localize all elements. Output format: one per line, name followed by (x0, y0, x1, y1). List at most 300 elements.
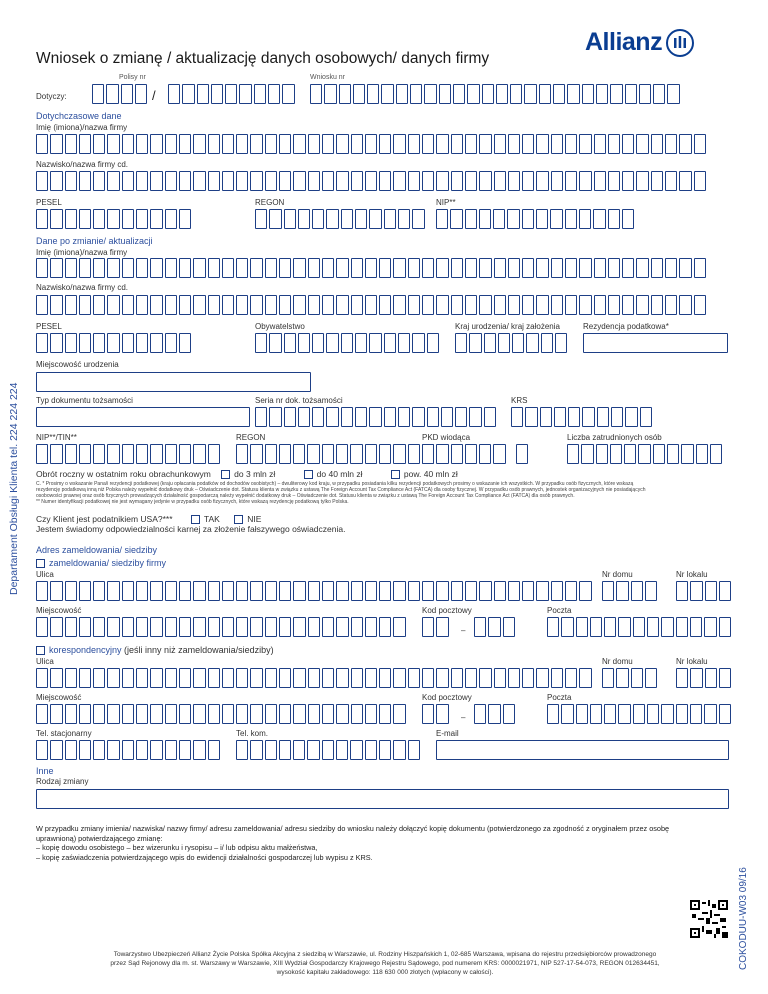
char-box[interactable] (636, 295, 648, 315)
char-box[interactable] (265, 668, 277, 688)
char-box[interactable] (379, 581, 391, 601)
char-box[interactable] (208, 134, 220, 154)
char-box[interactable] (293, 740, 305, 760)
char-box[interactable] (719, 617, 731, 637)
char-box[interactable] (365, 581, 377, 601)
flat-number-field-2[interactable] (676, 668, 733, 688)
char-box[interactable] (322, 258, 334, 278)
char-box[interactable] (522, 295, 534, 315)
char-box[interactable] (165, 704, 177, 724)
char-box[interactable] (150, 740, 162, 760)
postcode-prefix-field[interactable] (422, 617, 451, 637)
char-box[interactable] (479, 258, 491, 278)
char-box[interactable] (107, 209, 119, 229)
char-box[interactable] (379, 668, 391, 688)
house-number-field[interactable] (602, 581, 659, 601)
char-box[interactable] (250, 171, 262, 191)
char-box[interactable] (408, 581, 420, 601)
char-box[interactable] (494, 295, 506, 315)
char-box[interactable] (79, 333, 91, 353)
char-box[interactable] (250, 581, 262, 601)
char-box[interactable] (293, 444, 305, 464)
char-box[interactable] (179, 704, 191, 724)
char-box[interactable] (250, 295, 262, 315)
char-box[interactable] (65, 581, 77, 601)
char-box[interactable] (165, 171, 177, 191)
turnover-over40m[interactable]: pow. 40 mln zł (391, 469, 458, 479)
char-box[interactable] (265, 581, 277, 601)
char-box[interactable] (208, 171, 220, 191)
char-box[interactable] (36, 740, 48, 760)
char-box[interactable] (293, 171, 305, 191)
char-box[interactable] (265, 444, 277, 464)
char-box[interactable] (279, 295, 291, 315)
char-box[interactable] (427, 407, 439, 427)
char-box[interactable] (551, 258, 563, 278)
char-box[interactable] (336, 581, 348, 601)
char-box[interactable] (422, 581, 434, 601)
char-box[interactable] (50, 295, 62, 315)
char-box[interactable] (636, 134, 648, 154)
char-box[interactable] (193, 617, 205, 637)
new-pesel-field[interactable] (36, 333, 193, 353)
char-box[interactable] (384, 209, 396, 229)
char-box[interactable] (484, 333, 496, 353)
char-box[interactable] (122, 134, 134, 154)
char-box[interactable] (150, 171, 162, 191)
char-box[interactable] (182, 84, 194, 104)
char-box[interactable] (65, 444, 77, 464)
char-box[interactable] (150, 581, 162, 601)
char-box[interactable] (179, 171, 191, 191)
char-box[interactable] (365, 704, 377, 724)
char-box[interactable] (136, 704, 148, 724)
char-box[interactable] (107, 171, 119, 191)
char-box[interactable] (107, 668, 119, 688)
char-box[interactable] (365, 171, 377, 191)
char-box[interactable] (465, 171, 477, 191)
char-box[interactable] (524, 84, 536, 104)
char-box[interactable] (351, 581, 363, 601)
char-box[interactable] (65, 258, 77, 278)
char-box[interactable] (508, 171, 520, 191)
prev-regon-field[interactable] (255, 209, 427, 229)
char-box[interactable] (608, 258, 620, 278)
char-box[interactable] (608, 171, 620, 191)
char-box[interactable] (312, 333, 324, 353)
char-box[interactable] (565, 581, 577, 601)
char-box[interactable] (222, 668, 234, 688)
char-box[interactable] (165, 333, 177, 353)
char-box[interactable] (36, 617, 48, 637)
char-box[interactable] (451, 581, 463, 601)
char-box[interactable] (379, 704, 391, 724)
char-box[interactable] (136, 581, 148, 601)
char-box[interactable] (679, 134, 691, 154)
char-box[interactable] (398, 209, 410, 229)
char-box[interactable] (93, 444, 105, 464)
char-box[interactable] (465, 134, 477, 154)
char-box[interactable] (596, 84, 608, 104)
char-box[interactable] (336, 740, 348, 760)
char-box[interactable] (393, 444, 405, 464)
char-box[interactable] (393, 704, 405, 724)
char-box[interactable] (488, 704, 500, 724)
char-box[interactable] (365, 258, 377, 278)
char-box[interactable] (602, 581, 614, 601)
char-box[interactable] (550, 209, 562, 229)
char-box[interactable] (50, 333, 62, 353)
char-box[interactable] (704, 617, 716, 637)
char-box[interactable] (336, 258, 348, 278)
char-box[interactable] (36, 444, 48, 464)
char-box[interactable] (308, 617, 320, 637)
char-box[interactable] (493, 444, 505, 464)
char-box[interactable] (503, 704, 515, 724)
char-box[interactable] (565, 258, 577, 278)
char-box[interactable] (365, 444, 377, 464)
usa-no[interactable]: NIE (234, 514, 261, 524)
char-box[interactable] (36, 704, 48, 724)
char-box[interactable] (565, 295, 577, 315)
char-box[interactable] (494, 668, 506, 688)
char-box[interactable] (393, 295, 405, 315)
char-box[interactable] (308, 171, 320, 191)
char-box[interactable] (79, 209, 91, 229)
char-box[interactable] (307, 444, 319, 464)
char-box[interactable] (165, 134, 177, 154)
char-box[interactable] (645, 668, 657, 688)
char-box[interactable] (453, 84, 465, 104)
char-box[interactable] (479, 581, 491, 601)
char-box[interactable] (516, 444, 528, 464)
char-box[interactable] (50, 444, 62, 464)
char-box[interactable] (594, 134, 606, 154)
char-box[interactable] (250, 740, 262, 760)
char-box[interactable] (676, 704, 688, 724)
char-box[interactable] (653, 84, 665, 104)
char-box[interactable] (236, 444, 248, 464)
char-box[interactable] (341, 407, 353, 427)
change-type-field[interactable] (36, 789, 729, 809)
char-box[interactable] (351, 617, 363, 637)
char-box[interactable] (350, 444, 362, 464)
char-box[interactable] (565, 134, 577, 154)
char-box[interactable] (441, 407, 453, 427)
char-box[interactable] (579, 134, 591, 154)
char-box[interactable] (107, 258, 119, 278)
char-box[interactable] (279, 668, 291, 688)
char-box[interactable] (467, 84, 479, 104)
char-box[interactable] (539, 84, 551, 104)
char-box[interactable] (604, 704, 616, 724)
char-box[interactable] (436, 444, 448, 464)
char-box[interactable] (567, 444, 579, 464)
char-box[interactable] (65, 134, 77, 154)
char-box[interactable] (193, 704, 205, 724)
char-box[interactable] (50, 581, 62, 601)
address-reg-option[interactable]: zameldowania/ siedziby firmy (36, 558, 166, 568)
char-box[interactable] (322, 617, 334, 637)
char-box[interactable] (422, 617, 434, 637)
char-box[interactable] (393, 668, 405, 688)
char-box[interactable] (351, 258, 363, 278)
char-box[interactable] (508, 295, 520, 315)
char-box[interactable] (705, 581, 717, 601)
char-box[interactable] (581, 444, 593, 464)
char-box[interactable] (379, 258, 391, 278)
prev-nip-field[interactable] (436, 209, 636, 229)
char-box[interactable] (293, 134, 305, 154)
char-box[interactable] (93, 209, 105, 229)
char-box[interactable] (576, 704, 588, 724)
char-box[interactable] (676, 617, 688, 637)
char-box[interactable] (704, 704, 716, 724)
char-box[interactable] (536, 668, 548, 688)
char-box[interactable] (369, 333, 381, 353)
char-box[interactable] (493, 209, 505, 229)
char-box[interactable] (593, 209, 605, 229)
char-box[interactable] (412, 407, 424, 427)
email-field[interactable] (436, 740, 729, 760)
char-box[interactable] (465, 668, 477, 688)
char-box[interactable] (136, 134, 148, 154)
char-box[interactable] (365, 740, 377, 760)
char-box[interactable] (451, 134, 463, 154)
char-box[interactable] (193, 295, 205, 315)
char-box[interactable] (365, 134, 377, 154)
char-box[interactable] (608, 134, 620, 154)
char-box[interactable] (107, 333, 119, 353)
post-office-field-2[interactable] (547, 704, 733, 724)
char-box[interactable] (293, 704, 305, 724)
char-box[interactable] (554, 407, 566, 427)
char-box[interactable] (107, 134, 119, 154)
char-box[interactable] (427, 333, 439, 353)
char-box[interactable] (436, 295, 448, 315)
char-box[interactable] (561, 704, 573, 724)
char-box[interactable] (624, 444, 636, 464)
char-box[interactable] (541, 333, 553, 353)
char-box[interactable] (582, 407, 594, 427)
char-box[interactable] (547, 617, 559, 637)
char-box[interactable] (136, 209, 148, 229)
char-box[interactable] (312, 407, 324, 427)
char-box[interactable] (36, 171, 48, 191)
char-box[interactable] (396, 84, 408, 104)
char-box[interactable] (250, 444, 262, 464)
char-box[interactable] (451, 171, 463, 191)
char-box[interactable] (507, 209, 519, 229)
char-box[interactable] (594, 295, 606, 315)
char-box[interactable] (36, 295, 48, 315)
char-box[interactable] (436, 258, 448, 278)
char-box[interactable] (265, 134, 277, 154)
char-box[interactable] (365, 617, 377, 637)
tax-residency-field[interactable] (583, 333, 728, 353)
char-box[interactable] (150, 444, 162, 464)
char-box[interactable] (522, 171, 534, 191)
char-box[interactable] (107, 704, 119, 724)
landline-field[interactable] (36, 740, 222, 760)
char-box[interactable] (179, 134, 191, 154)
char-box[interactable] (265, 704, 277, 724)
char-box[interactable] (479, 134, 491, 154)
char-box[interactable] (79, 617, 91, 637)
char-box[interactable] (479, 171, 491, 191)
char-box[interactable] (351, 668, 363, 688)
char-box[interactable] (679, 171, 691, 191)
char-box[interactable] (350, 740, 362, 760)
char-box[interactable] (596, 444, 608, 464)
char-box[interactable] (136, 258, 148, 278)
char-box[interactable] (653, 444, 665, 464)
char-box[interactable] (222, 171, 234, 191)
char-box[interactable] (553, 84, 565, 104)
char-box[interactable] (122, 581, 134, 601)
char-box[interactable] (65, 295, 77, 315)
char-box[interactable] (208, 295, 220, 315)
char-box[interactable] (536, 581, 548, 601)
char-box[interactable] (503, 617, 515, 637)
char-box[interactable] (579, 295, 591, 315)
char-box[interactable] (351, 704, 363, 724)
char-box[interactable] (465, 295, 477, 315)
char-box[interactable] (150, 134, 162, 154)
char-box[interactable] (265, 258, 277, 278)
char-box[interactable] (694, 171, 706, 191)
char-box[interactable] (451, 668, 463, 688)
char-box[interactable] (265, 617, 277, 637)
char-box[interactable] (136, 444, 148, 464)
id-number-field[interactable] (255, 407, 498, 427)
char-box[interactable] (122, 617, 134, 637)
char-box[interactable] (255, 209, 267, 229)
char-box[interactable] (436, 704, 448, 724)
char-box[interactable] (265, 740, 277, 760)
char-box[interactable] (50, 171, 62, 191)
char-box[interactable] (690, 668, 702, 688)
char-box[interactable] (122, 295, 134, 315)
char-box[interactable] (482, 84, 494, 104)
char-box[interactable] (393, 581, 405, 601)
char-box[interactable] (494, 171, 506, 191)
char-box[interactable] (222, 258, 234, 278)
char-box[interactable] (107, 444, 119, 464)
char-box[interactable] (269, 407, 281, 427)
char-box[interactable] (150, 209, 162, 229)
char-box[interactable] (525, 407, 537, 427)
char-box[interactable] (665, 295, 677, 315)
char-box[interactable] (136, 295, 148, 315)
usa-yes[interactable]: TAK (191, 514, 220, 524)
char-box[interactable] (279, 171, 291, 191)
street-field[interactable] (36, 581, 594, 601)
policy-number-field[interactable] (168, 84, 297, 104)
char-box[interactable] (393, 134, 405, 154)
char-box[interactable] (208, 444, 220, 464)
char-box[interactable] (65, 171, 77, 191)
char-box[interactable] (512, 333, 524, 353)
char-box[interactable] (79, 134, 91, 154)
char-box[interactable] (622, 258, 634, 278)
house-number-field-2[interactable] (602, 668, 659, 688)
char-box[interactable] (633, 617, 645, 637)
char-box[interactable] (412, 333, 424, 353)
char-box[interactable] (298, 333, 310, 353)
char-box[interactable] (536, 209, 548, 229)
char-box[interactable] (336, 617, 348, 637)
char-box[interactable] (310, 84, 322, 104)
char-box[interactable] (647, 704, 659, 724)
char-box[interactable] (408, 668, 420, 688)
char-box[interactable] (618, 704, 630, 724)
char-box[interactable] (455, 333, 467, 353)
char-box[interactable] (179, 668, 191, 688)
char-box[interactable] (107, 295, 119, 315)
char-box[interactable] (150, 704, 162, 724)
char-box[interactable] (661, 617, 673, 637)
char-box[interactable] (136, 617, 148, 637)
char-box[interactable] (293, 581, 305, 601)
char-box[interactable] (92, 84, 104, 104)
char-box[interactable] (408, 444, 420, 464)
char-box[interactable] (93, 295, 105, 315)
new-surname-field[interactable] (36, 295, 708, 315)
char-box[interactable] (353, 84, 365, 104)
char-box[interactable] (293, 617, 305, 637)
char-box[interactable] (336, 134, 348, 154)
char-box[interactable] (494, 581, 506, 601)
char-box[interactable] (193, 171, 205, 191)
char-box[interactable] (324, 84, 336, 104)
char-box[interactable] (122, 740, 134, 760)
char-box[interactable] (179, 740, 191, 760)
char-box[interactable] (622, 134, 634, 154)
char-box[interactable] (679, 258, 691, 278)
char-box[interactable] (250, 134, 262, 154)
char-box[interactable] (197, 84, 209, 104)
char-box[interactable] (179, 295, 191, 315)
char-box[interactable] (36, 209, 48, 229)
postcode-suffix-field[interactable] (474, 617, 517, 637)
char-box[interactable] (474, 704, 486, 724)
char-box[interactable] (79, 444, 91, 464)
char-box[interactable] (179, 209, 191, 229)
char-box[interactable] (522, 134, 534, 154)
char-box[interactable] (65, 668, 77, 688)
char-box[interactable] (250, 704, 262, 724)
char-box[interactable] (284, 407, 296, 427)
char-box[interactable] (379, 295, 391, 315)
char-box[interactable] (651, 171, 663, 191)
char-box[interactable] (455, 407, 467, 427)
char-box[interactable] (79, 668, 91, 688)
char-box[interactable] (107, 617, 119, 637)
char-box[interactable] (590, 704, 602, 724)
char-box[interactable] (510, 84, 522, 104)
char-box[interactable] (122, 258, 134, 278)
char-box[interactable] (65, 617, 77, 637)
char-box[interactable] (79, 295, 91, 315)
char-box[interactable] (179, 617, 191, 637)
char-box[interactable] (379, 134, 391, 154)
char-box[interactable] (336, 171, 348, 191)
char-box[interactable] (307, 740, 319, 760)
char-box[interactable] (265, 295, 277, 315)
char-box[interactable] (165, 740, 177, 760)
char-box[interactable] (339, 84, 351, 104)
